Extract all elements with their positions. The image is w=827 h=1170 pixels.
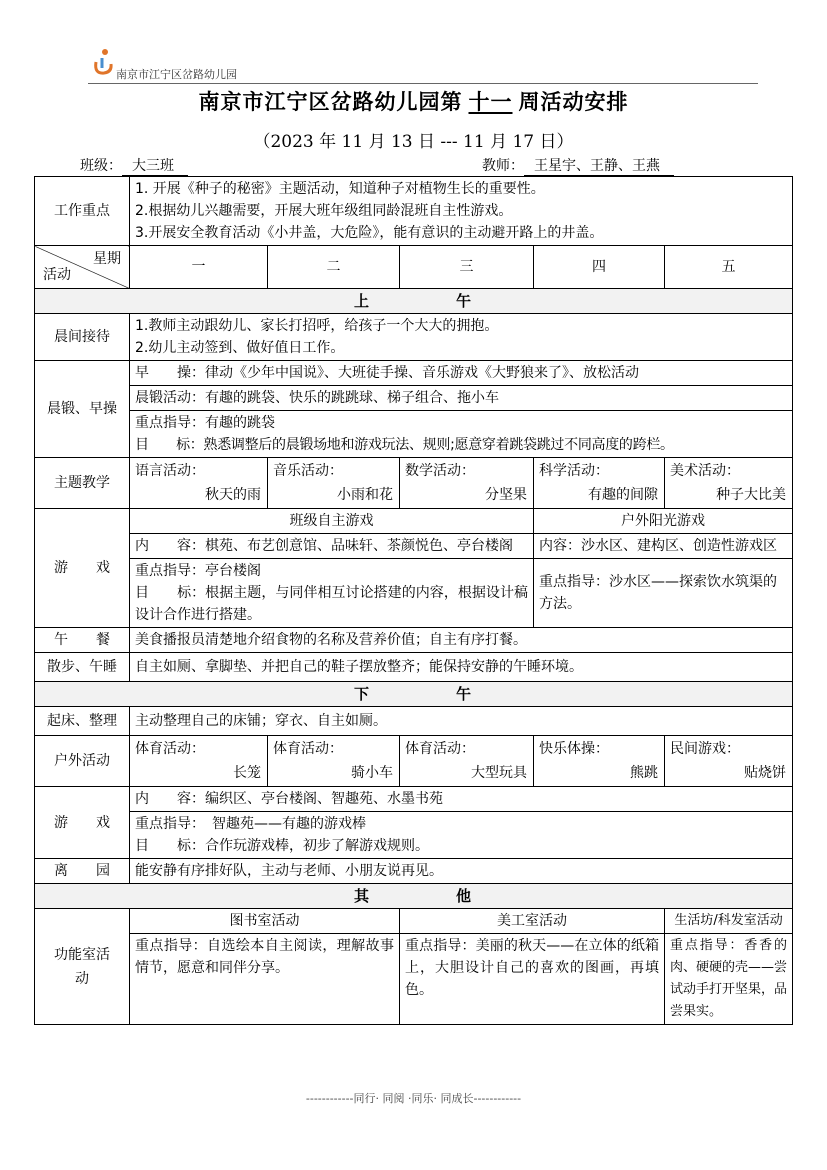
row-label: 起床、整理 [35,707,130,736]
weekday-fri: 五 [665,246,793,289]
nap-row [35,653,793,682]
exercise-line: 目 标：熟悉调整后的晨锻场地和游戏玩法、规则;愿意穿着跳袋跳过不同高度的跨栏。 [135,437,674,453]
outdoor-row [35,736,793,787]
room-title: 图书室活动 [130,909,400,934]
theme-row [35,458,793,509]
game-pm-content: 内 容：编织区、亭台楼阁、智趣苑、水墨书苑 [130,787,793,812]
exercise-row [35,361,793,386]
row-label: 主题教学 [35,458,130,509]
lunch-content: 美食播报员清楚地介绍食物的名称及营养价值；自主有序打餐。 [130,628,793,653]
week-number: 十一 [468,89,513,114]
exercise-line: 重点指导：有趣的跳袋 [135,415,275,431]
work-focus-row [35,177,793,246]
class-game-content: 内 容：棋苑、布艺创意馆、品味轩、茶颜悦色、亭台楼阁 [130,534,534,559]
class-info: 班级： 大三班 [80,155,188,176]
list-item: 2.幼儿主动签到、做好值日工作。 [135,340,345,356]
nap-content: 自主如厕、拿脚垫、并把自己的鞋子摆放整齐；能保持安静的午睡环境。 [130,653,793,682]
row-label: 工作重点 [35,177,130,246]
room-title: 美工室活动 [400,909,665,934]
class-game-title: 班级自主游戏 [130,509,534,534]
outdoor-cell: 体育活动： 骑小车 [268,736,400,787]
page-header [88,44,758,84]
outdoor-cell: 民间游戏： 贴烧饼 [665,736,793,787]
weekday-tue: 二 [268,246,400,289]
morning-section-header: 上 午 [35,289,793,314]
outdoor-game-content: 内容：沙水区、建构区、创造性游戏区 [534,534,793,559]
work-focus-content [130,177,793,246]
rooms-row [35,909,793,934]
outdoor-cell: 体育活动： 大型玩具 [400,736,534,787]
row-label: 晨锻、早操 [35,361,130,458]
arrival-row [35,314,793,361]
row-label: 离 园 [35,859,130,884]
weekday-thu: 四 [534,246,665,289]
game-pm-goal: 目 标：合作玩游戏棒，初步了解游戏规则。 [135,838,429,854]
list-item: 3.开展安全教育活动《小井盖，大危险》，能有意识的主动避开路上的井盖。 [135,225,604,241]
weekday-header-row [35,246,793,289]
lunch-row [35,628,793,653]
weekday-diagonal-header: 星期 活动 [35,246,130,289]
theme-cell: 美术活动： 种子大比美 [665,458,793,509]
outdoor-cell: 体育活动： 长笼 [130,736,268,787]
school-logo-icon [92,48,114,76]
afternoon-section-header: 下 午 [35,682,793,707]
weekly-schedule-table [34,176,793,1025]
room-content: 重点指导：自选绘本自主阅读，理解故事情节，愿意和同伴分享。 [130,934,400,1025]
game-am-row [35,509,793,534]
exercise-line: 早 操：律动《少年中国说》、大班徒手操、音乐游戏《大野狼来了》、放松活动 [130,361,793,386]
row-label: 户外活动 [35,736,130,787]
date-range: （2023 年 11 月 13 日 --- 11 月 17 日） [253,132,574,152]
room-title: 生活坊/科发室活动 [665,909,793,934]
teacher-value: 王星宇、王静、王燕 [524,155,674,176]
outdoor-game-focus: 重点指导：沙水区——探索饮水筑渠的方法。 [534,559,793,628]
theme-cell: 音乐活动： 小雨和花 [268,458,400,509]
weekday-mon: 一 [130,246,268,289]
game-pm-focus: 重点指导： 智趣苑——有趣的游戏棒 [135,816,366,832]
outdoor-game-title: 户外阳光游戏 [534,509,793,534]
header-divider [88,83,758,84]
row-label: 午 餐 [35,628,130,653]
game-pm-row [35,787,793,812]
row-label: 散步、午睡 [35,653,130,682]
header-school-name: 南京市江宁区岔路幼儿园 [116,68,237,81]
room-content: 重点指导：香香的肉、硬硬的壳——尝试动手打开坚果，品尝果实。 [665,934,793,1025]
row-label: 游 戏 [35,509,130,628]
wakeup-content: 主动整理自己的床铺；穿衣、自主如厕。 [130,707,793,736]
class-value: 大三班 [122,155,188,176]
row-label: 功能室活动 [35,909,130,1025]
list-item: 2.根据幼儿兴趣需要，开展大班年级组同龄混班自主性游戏。 [135,203,513,219]
weekday-wed: 三 [400,246,534,289]
page-footer: ------------同行· 同阅 ·同乐· 同成长------------ [305,1092,522,1105]
row-label: 晨间接待 [35,314,130,361]
room-content: 重点指导：美丽的秋天——在立体的纸箱上，大胆设计自己的喜欢的图画，再填色。 [400,934,665,1025]
theme-cell: 数学活动： 分坚果 [400,458,534,509]
other-section-header: 其 他 [35,884,793,909]
theme-cell: 语言活动： 秋天的雨 [130,458,268,509]
class-game-goal: 目 标：根据主题，与同伴相互讨论搭建的内容，根据设计稿设计合作进行搭建。 [135,585,528,623]
exercise-line: 晨锻活动：有趣的跳袋、快乐的跳跳球、梯子组合、拖小车 [130,386,793,411]
wakeup-row [35,707,793,736]
row-label: 游 戏 [35,787,130,859]
leave-row [35,859,793,884]
leave-content: 能安静有序排好队，主动与老师、小朋友说再见。 [130,859,793,884]
list-item: 1. 开展《种子的秘密》主题活动，知道种子对植物生长的重要性。 [135,181,545,197]
page-title: 南京市江宁区岔路幼儿园第 十一 周活动安排 [0,86,827,116]
class-game-focus: 重点指导：亭台楼阁 [135,563,261,579]
list-item: 1.教师主动跟幼儿、家长打招呼，给孩子一个大大的拥抱。 [135,318,499,334]
outdoor-cell: 快乐体操： 熊跳 [534,736,665,787]
teacher-info: 教师： 王星宇、王静、王燕 [482,155,674,176]
theme-cell: 科学活动： 有趣的间隙 [534,458,665,509]
